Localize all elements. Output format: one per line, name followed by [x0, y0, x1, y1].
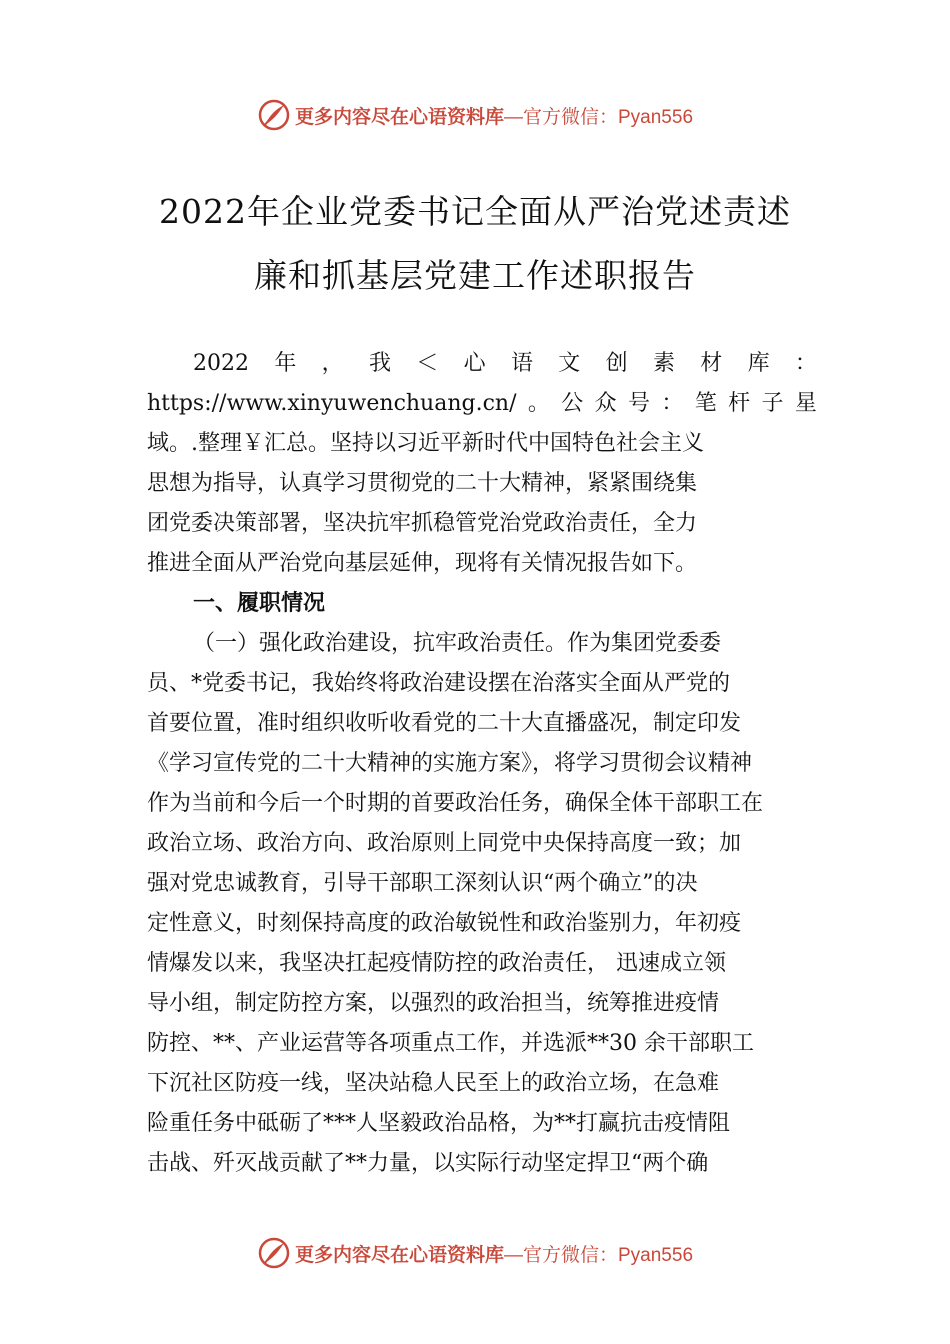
- para-line-12: 下沉社区防疫一线，坚决站稳人民至上的政治立场，在急难: [147, 1071, 720, 1096]
- para-line-11: 防控、**、产业运营等各项重点工作，并选派**30 余干部职工: [147, 1031, 754, 1056]
- para-line-14: 击战、歼灭战贡献了**力量，以实际行动坚定捍卫“两个确: [147, 1151, 709, 1176]
- title-line-1: 2022年企业党委书记全面从严治党述责述: [159, 192, 791, 231]
- para-line-5: 作为当前和今后一个时期的首要政治任务，确保全体干部职工在: [147, 791, 764, 816]
- para-line-1: （一）强化政治建设，抗牢政治责任。作为集团党委委: [193, 631, 722, 656]
- para-line-3: 首要位置，准时组织收听收看党的二十大直播盛况，制定印发: [147, 711, 742, 736]
- para-line-2: 员、*党委书记，我始终将政治建设摆在治落实全面从严党的: [147, 671, 731, 696]
- title-line-2: 廉和抓基层党建工作述职报告: [254, 256, 696, 295]
- para-line-13: 险重任务中砥砺了***人坚毅政治品格，为**打赢抗击疫情阻: [147, 1111, 731, 1136]
- banner-brand-text: 更多内容尽在心语资料库: [294, 105, 504, 128]
- para-line-10: 导小组，制定防控方案，以强烈的政治担当，统筹推进疫情: [147, 991, 720, 1016]
- banner-wechat-text: —官方微信：Pyan556: [504, 106, 694, 128]
- para-line-6: 政治立场、政治方向、政治原则上同党中央保持高度一致；加: [147, 831, 742, 856]
- footer-banner: [0, 1233, 950, 1273]
- para-line-4: 《学习宣传党的二十大精神的实施方案》，将学习贯彻会议精神: [147, 751, 753, 776]
- para-line-7: 强对党忠诚教育，引导干部职工深刻认识“两个确立”的决: [147, 871, 698, 896]
- section-heading: 一、履职情况: [193, 591, 326, 616]
- body-paragraph: [147, 624, 817, 1184]
- document-title: [100, 180, 850, 308]
- intro-line-2: https://www.xinyuwenchuang.cn/ 。 公 众 号 ： 笔 杆 子 星: [147, 391, 817, 416]
- feather-pen-logo-icon: [257, 1236, 291, 1270]
- feather-pen-logo-icon: [257, 98, 291, 132]
- header-banner: [0, 95, 950, 135]
- para-line-8: 定性意义，时刻保持高度的政治敏锐性和政治鉴别力，年初疫: [147, 911, 742, 936]
- intro-line-1: 2022 年 ， 我 ＜ 心 语 文 创 素 材 库 ：: [193, 351, 817, 376]
- intro-line-4: 思想为指导，认真学习贯彻党的二十大精神，紧紧围绕集: [147, 471, 698, 496]
- para-line-9: 情爆发以来，我坚决扛起疫情防控的政治责任， 迅速成立领: [147, 951, 726, 976]
- intro-line-5: 团党委决策部署，坚决抗牢抓稳管党治党政治责任，全力: [147, 511, 698, 536]
- intro-paragraph: [147, 344, 817, 584]
- intro-line-3: 域。.整理￥汇总。坚持以习近平新时代中国特色社会主义: [147, 431, 704, 456]
- banner-brand-text: 更多内容尽在心语资料库: [294, 1243, 504, 1266]
- intro-line-6: 推进全面从严治党向基层延伸，现将有关情况报告如下。: [147, 551, 698, 576]
- document-body: [147, 344, 817, 1184]
- banner-wechat-text: —官方微信：Pyan556: [504, 1244, 694, 1266]
